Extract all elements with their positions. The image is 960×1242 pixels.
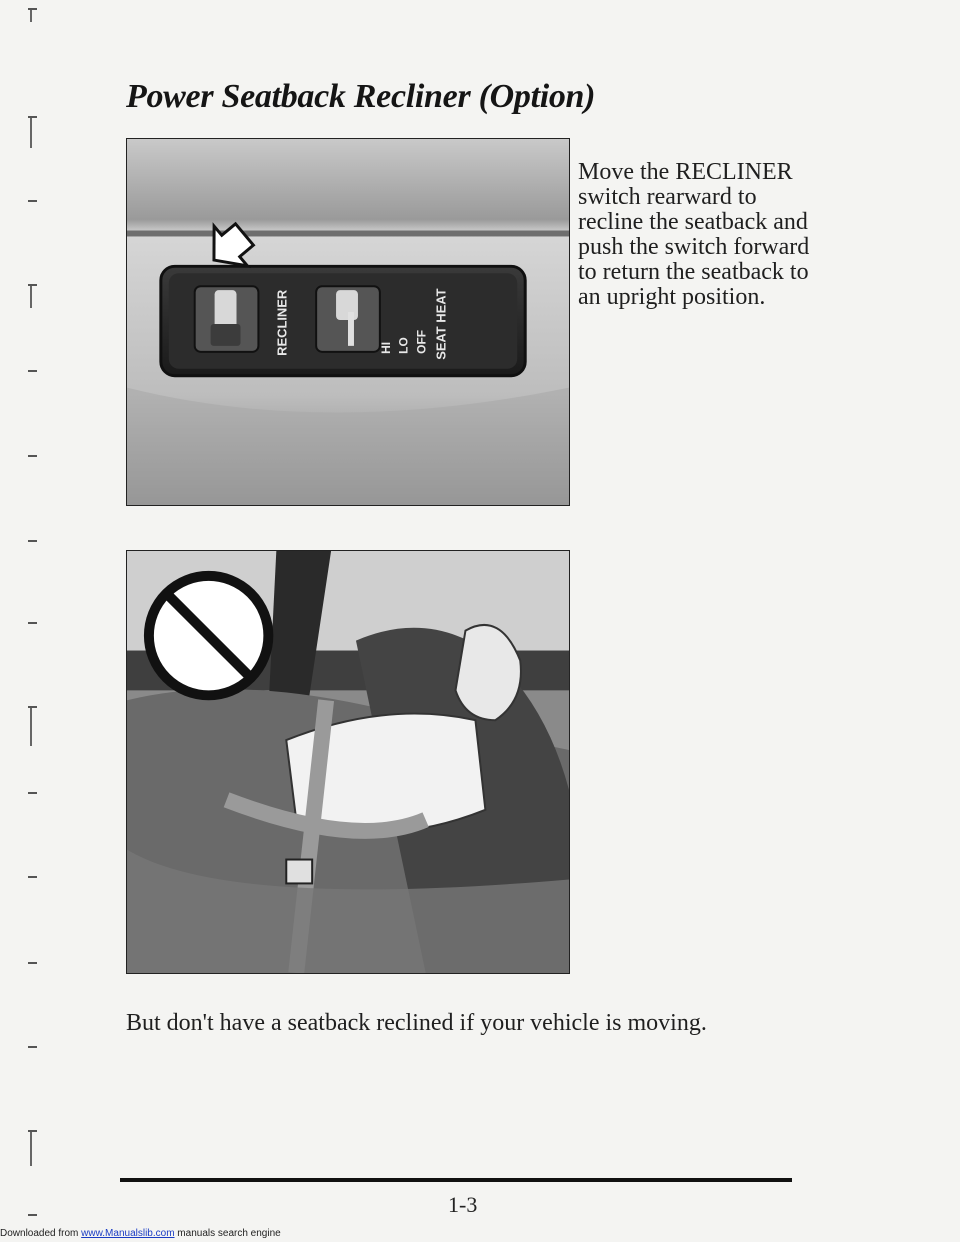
label-lo: LO — [396, 337, 411, 354]
warning-text: But don't have a seatback reclined if your vehicle is moving. — [126, 1010, 707, 1036]
page-number: 1-3 — [448, 1192, 478, 1217]
footer-suffix: manuals search engine — [174, 1228, 281, 1239]
footer-prefix: Downloaded from — [0, 1228, 82, 1239]
recliner-switch-photo — [126, 138, 570, 506]
label-seat-heat: SEAT HEAT — [433, 288, 449, 360]
label-off: OFF — [414, 329, 429, 354]
label-recliner: RECLINER — [274, 289, 290, 356]
footer-rule — [120, 1178, 792, 1182]
footer-link[interactable]: www.Manualslib.com — [81, 1228, 175, 1239]
download-footer — [0, 1228, 281, 1239]
margin-crop-marks — [0, 0, 70, 1242]
prohibition-icon — [149, 576, 268, 695]
reclined-passenger-photo — [126, 550, 570, 974]
label-hi: HI — [378, 341, 393, 354]
section-title: Power Seatback Recliner (Option) — [126, 78, 596, 115]
recliner-instruction: Move the RECLINER switch rearward to recline the seatback and push the switch forward to return the seatback to an upright position. — [578, 159, 810, 310]
